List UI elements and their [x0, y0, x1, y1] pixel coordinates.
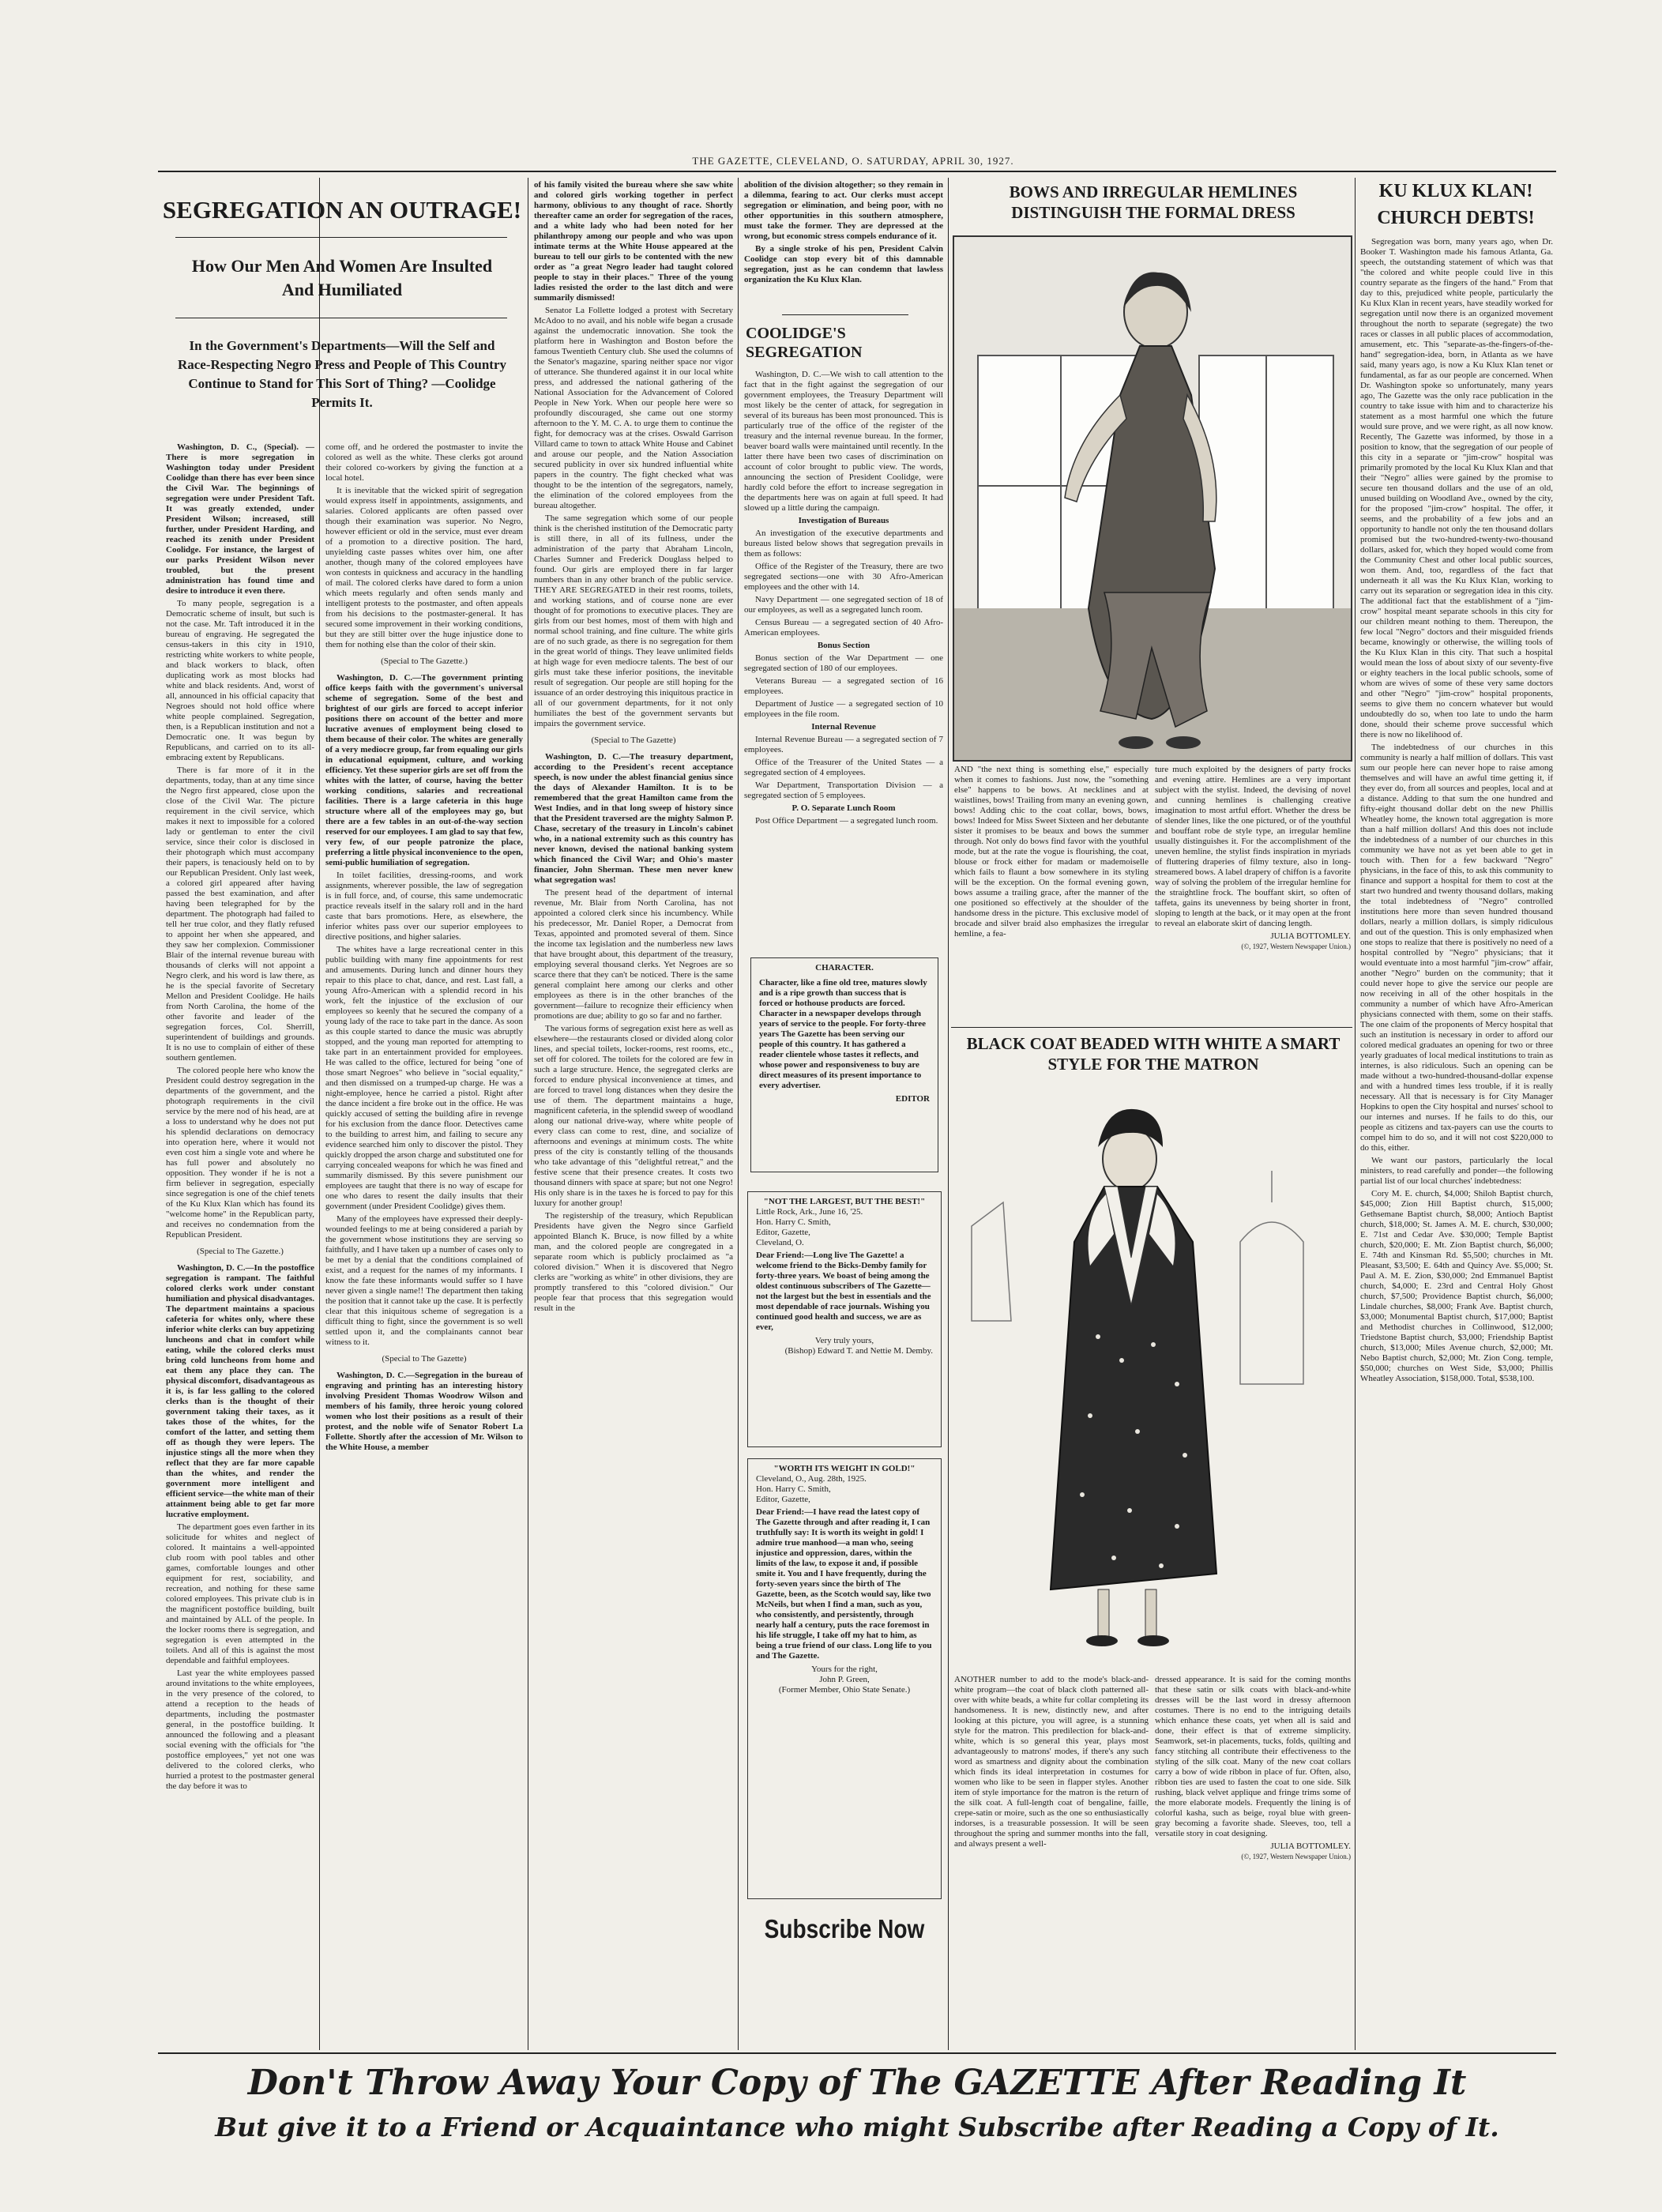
dateline: (Special to The Gazette.) [197, 1247, 284, 1256]
subscribe-now-ad: Subscribe Now [764, 1914, 925, 1943]
subhead: Internal Revenue [811, 722, 876, 732]
banner-line-2: But give it to a Friend or Acquaintance who might Subscribe after Reading a Copy of It. [215, 2112, 1499, 2142]
segregation-column-2 [325, 442, 523, 2046]
paragraph: The registership of the treasury, which Republican Presidents have given the Negro since Garfield appointed Blanch K. Bruce, is now filled by a white man, and the colored people are congregated in a separate room which is publicly proclaimed as "a colored division." When it is discovered that Negro clerks are "working as white" in other divisions, they are promptly transfered to this "colored division." Our people fear that process that this segregation would result in the [534, 1211, 733, 1313]
segregation-column-4 [744, 180, 943, 305]
paragraph: The present head of the department of internal revenue, Mr. Blair from North Carolina, has not appointed a colored clerk since his incumbency. While his predecessor, Mr. Daniel Roper, a Democrat from Texas, appointed and promoted several of them. Since the income tax legislation and the numberless new laws that have brought about, this department of the treasury, employing several thousand clerks. Yet Negroes are so scarce there that they can't be noticed. There is the same general complaint here among our clerks and other employees as there is in the other branches of the government—failure to recognize their efficiency when promotions are due; ability to go so far and no farther. [534, 888, 733, 1021]
paragraph: Many of the employees have expressed their deeply-wounded feelings to me at being considered a pariah by the government whose institutions they are serving so faithfully, and I have taken up a number of cases only to be met by a denial that the conditions complained of exist, and a request for the names of my informants. I know the fate these informants would suffer so I have never given a single name!! The department then taking the position that it cannot take up the case. It is perfectly clear that this iniquitous scheme of segregation is a difficult thing to fight, since the government is so well settled upon it, and the complainants cannot bear witness to it. [325, 1214, 523, 1347]
paragraph: Dear Friend:—Long live The Gazette! a welcome friend to the Bicks-Demby family for forty-three years. We boast of being among the oldest continuous subscribers of The Gazette—not the largest but the best in essentials and the most dependable of race journals. Wishing you continued good health and success, we are as ever, [756, 1251, 931, 1332]
copyright: (©, 1927, Western Newspaper Union.) [1241, 942, 1351, 950]
column-rule [319, 178, 320, 2050]
fashion-bows-column-b [1155, 765, 1351, 1022]
segregation-column-1 [166, 442, 314, 2046]
paragraph: ture much exploited by the designers of party frocks and evening attire. Hemlines are a very important subject with the stylist. Indeed, the devising of novel and cunning hemlines is challenging creative imagination to most artful effort. Whether the dress be of slender lines, like the one pictured, or of the youthful and bouffant robe de style type, an irregular hemline usually distinguishes it. For the accomplishment of the uneven hemline, the stylist finds inspiration in myriads of fluttering draperies of filmy texture, also in long-streamered bows. A label drapery of chiffon is a favorite way of solving the problem of the irregular hemline for the straightline frock. The bouffant skirt, so often of taffeta, gains its unevenness by being shorter in front, sloping to length at the back, or it may open at the front to reveal an elaborate skirt of dancing length. [1155, 765, 1351, 928]
signature: (Bishop) Edward T. and Nettie M. Demby. [784, 1346, 933, 1356]
section-rule [782, 314, 908, 315]
paragraph: AND "the next thing is something else," especially when it comes to fashions. Just now, the "something else" happens to be bows. At necklines and at waistlines, bows! Trailing from many an evening gown, bows! Adding chic to the coat collar, bows, bows, bows! Indeed for Miss Sweet Sixteen and her debutante sister it promises to be beaux and bows the summer through. Not only do bows find favor with the youthful mode, but at the rate the vogue is flourishing, the coat, blouse or frock either for madam or mademoiselle which fails to flaunt a bow somewhere in its styling will be the exception. On the formal evening gown, bows assume a trailing grace, after the manner of the one positioned so effectively at the shoulder of the handsome dress in the picture. This exclusive model of brocade and silver braid also emphasizes the irregular hemline, a fea- [954, 765, 1149, 939]
paragraph: Character, like a fine old tree, matures slowly and is a ripe growth than success that is forced or hothouse products are forced. Character in a newspaper develops through years of service to the people. For forty-three years The Gazette has been serving our people of this country. It has gathered a reader clientele whose tastes it reflects, and whose power and responsiveness to buy are direct measures of its present importance to every advertiser. [759, 978, 927, 1090]
paragraph: Veterans Bureau — a segregated section of 16 employees. [744, 676, 943, 696]
paragraph: An investigation of the executive departments and bureaus listed below shows that segregation prevails in them as follows: [744, 529, 943, 559]
paragraph: Department of Justice — a segregated section of 10 employees in the file room. [744, 699, 943, 719]
klan-headline: KU KLUX KLAN! [1378, 181, 1533, 201]
paragraph: of his family visited the bureau where she saw white and colored girls working together in perfect harmony, oblivious to any thought of race. Shortly thereafter came an order for segregation of the races, and a white lady who had been noted for her philanthropy among our people and who was upon intimate terms at the White House appeared at the bureau to tell our girls to be contented with the new order as "a great Negro leader had taught colored people to stay in their places." Three of the young ladies resisted the order to the last ditch and were summarily dismissed! [534, 180, 733, 303]
dateline: (Special to The Gazette) [591, 735, 676, 745]
paragraph: Last year the white employees passed around invitations to the white employees, in the very presence of the colored, to attend a reception to the heads of departments, including the postmaster general, in the postoffice building. It announced the following and a pleasant social evening with the officials for "the postoffice employees," yet not one was delivered to the colored clerks, who hurried a protest to the postmaster general the day before it was to [166, 1668, 314, 1791]
paragraph: Washington, D. C., (Special). —There is more segregation in Washington today under President Coolidge than there has ever been since the Civil War. The beginnings of segregation were under President Taft. It was greatly extended, under President Wilson; increased, still further, under President Harding, and reached its zenith under President Coolidge. For instance, the largest of our parks President Wilson never troubled, but the present administration has found time and desire to introduce it even there. [166, 442, 314, 596]
paragraph: By a single stroke of his pen, President Calvin Coolidge can stop every bit of this damnable segregation, just as he can condemn that lawless organization the Ku Klux Klan. [744, 244, 943, 284]
letter-close: Yours for the right, [811, 1665, 878, 1674]
paragraph: Washington, D. C.—We wish to call attention to the fact that in the fight against the segregation of our government employees, the Treasury Department will most likely be the center of attack, for segregation in several of its bureaus has been most pronounced. This is particularly true of the office of the register of the treasury and the internal revenue bureau. In the former, beaver board walls were maintained until recently. In the latter there have been two cases of discrimination on account of color brought to public view. The words, announcing the section of President Coolidge, were hardly cold before the effort to increase segregation in the departments here was on again at full speed. It had slowed up a little during the campaign. [744, 370, 943, 513]
paragraph: Washington, D. C.—The government printing office keeps faith with the government's universal scheme of segregation. Some of the best and brightest of our girls are forced to accept inferior positions there on account of the better and more lucrative avenues of employment being closed to them because of their color. The whites are generally of a very mediocre group, far from equaling our girls in educational equipment, culture, and working efficiency. Yet these superior girls are set off from the whites with the latter, of course, having the better working conditions, salaries and recreational facilities. There is a large cafeteria in this huge structure where all of the employees may go, but there are a few tables in an out-of-the-way section reserved for our employees. I am glad to say that few, very few, of our people patronize the place, preferring a little physical inconvenience to the open, semi-public humiliation of segregation. [325, 673, 523, 867]
paragraph: ANOTHER number to add to the mode's black-and-white program—the coat of black cloth patterned all-over with white beads, a white fur collar completing its handsomeness. It is new, distinctly new, and after looking at this picture, you will agree, is a stunning style for the matron. This predilection for black-and-white, which is so general this year, plays most advantageously to matrons' modes, if there's any such word as smartness and dignity about the combination which finds its ideal interpretation in costumes for women who like to be seen in flapper styles. Another item of style importance for the matron is the return of the silk coat. A full-length coat of bengaline, faille, crepe-satin or moire, such as the one so enthusiastically indorses, is a treasurable possession. It will be seen throughout the spring and summer months into the fall, and always present a well- [954, 1675, 1149, 1849]
paragraph: In toilet facilities, dressing-rooms, and work assignments, wherever possible, the law of segregation is in full force, and, of course, this same undemocratic practice reveals itself in the salary roll and in the hard caste that bars promotions. Here, as elsewhere, the inferior whites pass over our superior employees to directive positions, and higher salaries. [325, 871, 523, 942]
paragraph: There is far more of it in the departments, today, than at any time since the Negro first appeared, close upon the close of the Civil War. The picture requirement in the civil service, which makes it next to impossible for a colored lady or gentleman to enter the civil service, since their color is disclosed in their photograph which must accompany their papers, is tenaciously held on to by our Republican President. Only last week, a colored girl appeared after having passed the best examination, and after having been telegraphed for by the department. The photograph had failed to tell her true color, and they flatly refused to appoint her when she appeared, and they saw her complexion. Commissioner Blair of the internal revenue bureau with thousands of clerks will not appoint a Negro clerk, and his word is law there, as he is the special favorite of Secretary Mellon and President Coolidge. He hails from North Carolina, the home of the other favorite and leader of the segregation forces, Col. Sherrill, superintendent of buildings and grounds. It is no use to complain of either of these southern gentlemen. [166, 766, 314, 1063]
segregation-subtitle: How Our Men And Women Are Insulted And Humiliated [191, 256, 493, 299]
paragraph: Navy Department — one segregated section of 18 of our employees, as well as a segregated lunch room. [744, 595, 943, 615]
segregation-deck: In the Government's Departments—Will the Self and Race-Respecting Negro Press and People of This Country Continue to Stand for This Sort of Thing? —Coolidge Permits It. [177, 338, 506, 410]
matron-in-beaded-coat-icon [956, 1084, 1348, 1670]
fashion-headline-black-coat: BLACK COAT BEADED WITH WHITE A SMART STYLE FOR THE MATRON [966, 1034, 1341, 1074]
subhead: Bonus Section [817, 641, 870, 650]
paragraph: dressed appearance. It is said for the coming months that these satin or silk coats with black-and-white dresses will be the last word in dressy afternoon costumes. There is no end to the intriguing details which enhance these coats, yet when all is said and done, their effect is that of extreme simplicity. Seamwork, set-in placements, tucks, folds, quilting and fancy stitching all contribute their effectiveness to the styling of the silk coat. Many of the new coat collars carry a bow of wide ribbon in place of fur. Often, also, ribbon ties are used to fasten the coat to one side. Silk rushing, black velvet applique and fringe trims some of the more elaborate models. Frequently the lining is of colorful kasha, such as beige, royal blue with green-gray becoming a favorite shade. Sleeves, too, tell a versatile story in coat designing. [1155, 1675, 1351, 1838]
paragraph: Internal Revenue Bureau — a segregated section of 7 employees. [744, 735, 943, 754]
paragraph: Washington, D. C.—In the postoffice segregation is rampant. The faithful colored clerks work under constant humiliation and physical disadvantages. The department maintains a spacious cafeteria for whites only, where these inferior white clerks can buy appetizing luncheons and chat in comfort while eating, while the colored clerks must bring cold luncheons from home and eat them any place they can. The physical discomfort, disadvantageous as it is, is far less galling to the colored clerks than is the thought of their government taking their taxes, as it takes those of the whites, for the comfort of the latter, and setting them off as though they were lepers. The injustice stings all the more when they reflect that they are far more capable than the whites, and render the government more intelligent and efficient service—the white man of their attainment being able to get far more lucrative employment. [166, 1263, 314, 1519]
woman-in-formal-dress-icon [954, 237, 1351, 760]
black-coat-illustration [956, 1084, 1348, 1670]
fashion-coat-column-a [954, 1675, 1149, 2046]
paragraph: The indebtedness of our churches in this community is nearly a half million of dollars. This vast sum our people here can never hope to raise among themselves and will have an awful time getting it, if they ever do, from all sources and peoples, local and at a distance. Adding to that sum the one hundred and fifty-eight thousand dollar debt on the new Phillis Wheatley home, the known total aggregation is more than a half million dollars! And this does not include the indebtedness of a number of our churches in this community we have not as yet been able to get in touch with. Then for a few backward "Negro" physicians, in the face of this, to ask this community to finance and support a hospital for them to cost at the start two hundred and twenty thousand dollars, making the total indebtedness of "Negro" controlled institutions here more than seven hundred thousand dollars, nearly a million dollars, is simply ridiculous and out of the question. This is only emphasized when one stops to realize that there is positively no need of a hospital controlled by "Negro" physicians; that it would eventuate into a most harmful "jim-crow" affair, another "Negro" burden on the community; that it could never hope to give the service our people are now receiving in all of the other hospitals in the community a number of which have Afro-American physicians connected with them, some on their staffs. The one claim of the proponents of Mercy hospital that such an institution is necessary in order to afford our colored medical graduates an opening for two or three yearly graduates of local medical institutions to train as internes, is also ridiculous. Such an opening can be made without a two-hundred-thousand-dollar expense and with a hundred times less trouble, if it is really necessary. All that is necessary is for City Manager Hopkins to open the City hospital and nurses' school to our internes and nurses. If he fails to do this, our people as citizens and tax-payers can use the courts to compel him to do so, and it will not cost $220,000 to do this, either. [1360, 743, 1553, 1153]
fashion-headline-bows: BOWS AND IRREGULAR HEMLINES DISTINGUISH THE FORMAL DRESS [1009, 182, 1298, 222]
signature: EDITOR [895, 1094, 930, 1104]
paragraph: The department goes even farther in its solicitude for whites and neglect of colored. It maintains a well-appointed club room with pool tables and other games, comfortable lounges and other equipment for rest, sociability, and recreation, and nothing for these same colored employees. This private club is in the magnificent postoffice building, built and maintained by ALL of the people. In the locker rooms there is segregation, and segregation is even attempted in the toilets. And all of this is against the most dependable and faithful employees. [166, 1522, 314, 1665]
paragraph: Office of the Register of the Treasury, there are two segregated sections—one with 30 Afro-American employees and the other with 14. [744, 562, 943, 592]
paragraph: abolition of the division altogether; so they remain in a dilemma, fearing to act. Our clerks must accept segregation or elimination, and being poor, with no other opportunities in this southern atmosphere, must take the former. They are depressed at the wrong, but economic stress compels endurance of it. [744, 180, 943, 241]
box-title: "NOT THE LARGEST, BUT THE BEST!" [763, 1197, 926, 1206]
letter-line: Cleveland, O. [756, 1238, 804, 1247]
paragraph: To many people, segregation is a Democratic scheme of insult, but such is not the case. Mr. Taft introduced it in the bureau of engraving. He segregated the census-takers in this city in 1910, restricting white workers to white people, and black workers to black, often duplicating work as most blocks had white and black residents. And, worst of all, announced in his official capacity that Negroes should not hold office where white people complained. Segregation, then, is a Republican institution and not a Democratic one. It was begun by Republicans, and carried on to its all-embracing extent by Republicans. [166, 599, 314, 762]
paragraph: It is inevitable that the wicked spirit of segregation would express itself in appointments, assignments, and salaries. Colored applicants are often passed over though their examination was superior. No Negro, however efficient or old in the service, must ever dream of a promotion to a directive position. The hard, unyielding caste passes whites over him, one after another, though many of the colored employees have won contests in quickness and accuracy in the handling of mail. The colored clerks have dared to form a union which meets regularly and often sends manly and intelligent protests to the postmaster, and often appeals from his decisions to the postmaster-general. It has secured some improvement in their working conditions, but they are still bitter over the huge injustice done to them for nothing else than the color of their skin. [325, 486, 523, 649]
coolidge-article [744, 370, 943, 915]
paragraph: Cory M. E. church, $4,000; Shiloh Baptist church, $45,000; Zion Hill Baptist church, $15,000; Gethsemane Baptist church, $8,000; Antioch Baptist church, $18,000; St. James A. M. E. church, $30,000; E. 71st and Cedar Ave. $30,000; Temple Baptist church, $20,000; E. Mt. Zion Baptist church, $6,000; E. 74th and Kinsman Rd. $5,500; churches in Mt. Pleasant, $3,500; E. 64th and Quincy Ave. $5,000; St. Paul A. M. E. Zion, $30,000; 2nd Emmanuel Baptist church, $4,000; E. 23rd and Central Holy Ghost church, $7,500; Providence Baptist church, $6,000; Lindale churches, $8,000; Frank Ave. Baptist church, $3,000; Monumental Baptist church, $17,000; Baptist and Methodist churches in Collinwood, $12,000; Triedstone Baptist church, $3,000; Friendship Baptist church, $13,000; Miles Avenue church, $2,000; Mt. Nebo Baptist church, $2,000; Mt. Zion Cong. temple, $50,000; churches on West Side, $3,000; Phillis Wheatley Association, $158,000. Total, $538,100. [1360, 1189, 1553, 1383]
paragraph: Census Bureau — a segregated section of 40 Afro-American employees. [744, 618, 943, 638]
paragraph: We want our pastors, particularly the local ministers, to read carefully and ponder—the following partial list of our local churches' indebtedness: [1360, 1156, 1553, 1186]
paragraph: Bonus section of the War Department — one segregated section of 180 of our employees. [744, 653, 943, 673]
paragraph: Segregation was born, many years ago, when Dr. Booker T. Washington made his famous Atlanta, Ga. speech, the outstanding statement of which was that "the colored and white people could live in this country separate as the fingers of the hand." From that day to this, prejudiced white people, particularly the Ku Klux Klan in recent years, have steadily worked for segregation until now there is an organized movement throughout the north to separate (segregate) the two races or classes in all public places of accommodation, amusement, etc. This "separate-as-the-fingers-of-the-hand" segregation-idea, born, in Atlanta as we have said, many years ago, is now a Ku Klux Klan tenet or fundamental, as far as our people are concerned. When Dr. Washington spoke so unfortunately, many years ago, The Gazette was the only race publication in the country to take issue with him and to characterize his statement as a most harmful one which the future would sure prove, and we were right, as all now know. Recently, The Gazette was informed, by those in a position to know, that the segregation of our people of this city in a separate or "jim-crow" hospital was primarily promoted by the local Ku Klux Klan and that their "Negro" allies were gained by the promise to secure ten thousand dollars and the use of an old, unused building on Woodland Ave., owned by the city, for the proposed "jim-crow" hospital. The offer, it seems, and the probability of a few jobs and an opportunity to handle not only the ten thousand dollars promised but the two-hundred-twenty-two-thousand dollars, asked for, which they hoped would come from the Community Chest and other local public sources, won them. And, too, regardless of the fact that underneath it all was the Ku Klux Klan, working to carry out its separation or segregation idea in this city. The additional fact that the establishment of a "jim-crow" hospital meant separate schools in this city for our children meant nothing to them. Thereupon, the few local "Negro" doctors and their misguided friends became, knowingly or otherwise, the willing tools of the Ku Klux Klan in this city. That such a hospital would mean the loss of about sixty of our seventy-five or eighty teachers in the local public schools, some of whom are wives of some of these very same doctors and other "Negro" "jim-crow" hospital proponents, seems to give them no concern whatever but would undoubtedly do so, when too late to undo the harm done, should their scheme prove successful which there is now no likelihood of. [1360, 237, 1553, 739]
letter-line: Editor, Gazette, [756, 1495, 810, 1504]
character-box [750, 957, 938, 1172]
paragraph: Washington, D. C.—Segregation in the bureau of engraving and printing has an interesting history involving President Thomas Woodrow Wilson and members of his family, three heroic young colored women who lost their positions as a result of their protest, and the noble wife of Senator Robert La Follette. Shortly after the accession of Mr. Wilson to the White House, a member [325, 1371, 523, 1452]
letter-line: Little Rock, Ark., June 16, '25. [756, 1207, 863, 1217]
formal-dress-illustration [953, 235, 1352, 762]
letter-close: Very truly yours, [814, 1336, 874, 1345]
letter-line: Hon. Harry C. Smith, [756, 1484, 831, 1494]
subhead: P. O. Separate Lunch Room [792, 803, 896, 813]
byline: JULIA BOTTOMLEY. [1270, 931, 1351, 941]
section-rule [951, 1027, 1352, 1028]
box-title: "WORTH ITS WEIGHT IN GOLD!" [773, 1464, 916, 1473]
paragraph: Senator La Follette lodged a protest with Secretary McAdoo to no avail, and his noble wife began a crusade against the undemocratic innovation. She took the platform here in Washington and Boston before the famous Twentieth Century club. She used the columns of the Senator's magazine, sparing neither space nor vigor of utterance. She thundered against it in our local white press, and addressed the national gathering of the National Association for the Advancement of Colored People in New York. When our people here were so profoundly discouraged, she came out one stormy afternoon to the Y. M. C. A. to urge them to continue the fight, for democracy was at the crises. Oswald Garrison Villard came to town to attack White House and Cabinet and arouse our people, and the Nation Association secured publicity in over six hundred influential white papers in the country. The fight checked what was thought to be the intention of the segregators, namely, the elimination of the colored employees from the bureau altogether. [534, 306, 733, 510]
letter-line: Cleveland, O., Aug. 28th, 1925. [756, 1474, 867, 1484]
column-rule [948, 178, 949, 2050]
letter-worth-its-weight [747, 1458, 942, 1899]
top-rule [158, 171, 1556, 172]
klan-article [1360, 237, 1553, 2046]
paragraph: come off, and he ordered the postmaster to invite the colored as well as the white. These clerks got around their colored co-workers by giving the function at a local hotel. [325, 442, 523, 483]
byline: JULIA BOTTOMLEY. [1270, 1841, 1351, 1851]
subhead: Investigation of Bureaus [798, 516, 889, 525]
paragraph: Post Office Department — a segregated lunch room. [755, 816, 938, 826]
masthead-folio: THE GAZETTE, CLEVELAND, O. SATURDAY, APRIL 30, 1927. [692, 155, 1014, 167]
paragraph: Dear Friend:—I have read the latest copy of The Gazette through and after reading it, I can truthfully say: It is worth its weight in gold! I admire true manhood—a man who, seeing injustice and oppression, dares, within the limits of the law, to expose it and, if possible smite it. You and I have frequently, during the forty-seven years since the birth of The Gazette, been, as the Scotch would say, like two McNeils, but when I find a man, such as you, who consistently, and persistently, through nearly half a century, puts the race foremost in his life struggle, I take off my hat to him, as being a true friend of our class. Long life to you and The Gazette. [756, 1507, 932, 1661]
letter-line: Hon. Harry C. Smith, [756, 1217, 831, 1227]
paragraph: The colored people here who know the President could destroy segregation in the departments of the government, and the photograph requirements in the civil service by the mere nod of his head, are at a loss to understand why he does not put his splendid declarations on democracy into operation here, where it would not even cost him a single vote and where he has full power and absolutely no opposition. They wonder if he is not a firm believer in segregation, especially since segregation is one of the chief tenets of the Ku Klux Klan which has found its "welcome home" in the Republican party, and receives no condemnation from the Republican President. [166, 1066, 314, 1240]
paragraph: The whites have a large recreational center in this public building with many fine appointments for rest and amusements. During lunch and dinner hours they repair to this place to chat, dance, and rest. Last fall, a young Afro-American with a splendid record in his work, felt the injustice of the exclusion of our employees so keenly that he secured the company of a young lady of the race to take part in the dance. As soon as this couple started to dance the music was abruptly stopped, and the young man reported for attempting to take part in an entertainment provided for employees. He was called to the office, lectured for being "one of those smart Negroes" who believe in "social equality," and then dismissed on a trumped-up charge. He was a night-employee, hence he carried a pistol. Right after the dance incident a fire broke out in the office. He was quickly accused of setting the building afire in revenge for his exclusion from the dance floor. Detectives came to the building to arrest him, and failing to secure any evidence searched him only to discover the pistol. They quickly dropped the arson charge and substituted one for carrying concealed weapons for which he was fined and summarily dismissed. By this severe punishment our employees are taught that there is no way of escape for one who dares to resent the daily insults that their government (under President Coolidge) gives them. [325, 945, 523, 1211]
letter-line: Editor, Gazette, [756, 1228, 810, 1237]
letter-not-the-largest [747, 1191, 942, 1447]
dateline: (Special to The Gazette) [382, 1354, 467, 1364]
fashion-bows-column-a [954, 765, 1149, 1022]
paragraph: War Department, Transportation Division — a segregated section of 5 employees. [744, 781, 943, 800]
segregation-headline: SEGREGATION AN OUTRAGE! [162, 196, 522, 224]
fashion-coat-column-b [1155, 1675, 1351, 2046]
coolidge-headline: COOLIDGE'S SEGREGATION [746, 325, 863, 361]
paragraph: Washington, D. C.—The treasury department, according to the President's recent acceptance speech, is now under the ablest financial genius since the days of Alexander Hamilton. It is to be remembered that the great Hamilton came from the West Indies, and in that long sweep of history since that the President traversed are the mighty Salmon P. Chase, secretary of the treasury in Lincoln's cabinet who, in a national extremity such as this country has never known, devised the national banking system which financed the Civil War; and Ohio's master financier, John Sherman. These men never knew what segregation was! [534, 752, 733, 885]
bottom-rule [158, 2052, 1556, 2054]
segregation-column-3 [534, 180, 733, 2046]
paragraph: The various forms of segregation exist here as well as elsewhere—the restaurants closed or divided along color lines, and special toilets, locker-rooms, rest rooms, etc., set off for colored. The toilets for the colored are few in such a large structure. Hence, the segregated clerks are forced to endure physical inconvenience at times, and are forced to travel long distances when they desire the use of them. The department maintains a huge, magnificent cafeteria, in the splendid sweep of woodland along our national drive-way, where white people of every class can come to rest, dine, and socialize of afternoons and evenings at minimum costs. The white press of the city is constantly telling of the thousands who take advantage of this "delightful retreat," and the festive scene that their presence creates. It costs two thousand dinners with space at spare; but not one Negro! His only share is in the taxes he is forced to pay for this luxury for another group! [534, 1024, 733, 1208]
paragraph: Office of the Treasurer of the United States — a segregated section of 4 employees. [744, 758, 943, 777]
banner-line-1: Don't Throw Away Your Copy of The GAZETTE After Reading It [247, 2063, 1467, 2103]
church-debts-headline: CHURCH DEBTS! [1377, 208, 1535, 228]
column-rule [1355, 178, 1356, 2050]
headline-rule [175, 237, 507, 238]
signature: John P. Green, [819, 1675, 870, 1684]
paragraph: The same segregation which some of our people think is the cherished institution of the Democratic party is still there, in all of its fullness, under the administration of the party that Abraham Lincoln, Charles Sumner and Frederick Douglass helped to found. Our girls are employed there in far larger numbers than in any other branch of the public service. THEY ARE SEGREGATED in their rest rooms, toilets, and working stations, and of course none are ever thought of for promotions to executive places. They are girls from our best homes, most of them with high and normal school training, and fine culture. The white girls are of no such grade, as there is no segregation for them in the great world of things. They leave unlimited fields at high wage for even mediocre talents. The best of our girls must take these inferior positions, the inevitable result of segregation. Our people are still hoping for the issuance of an order destroying this iniquitous practice in all of our government departments, for it not only humiliates the best of the government servants but impairs the government service. [534, 514, 733, 728]
copyright: (©, 1927, Western Newspaper Union.) [1241, 1853, 1351, 1860]
letter-note: (Former Member, Ohio State Senate.) [778, 1685, 911, 1695]
box-title: CHARACTER. [815, 963, 874, 972]
dateline: (Special to The Gazette.) [381, 656, 468, 666]
column-rule [738, 178, 739, 2050]
